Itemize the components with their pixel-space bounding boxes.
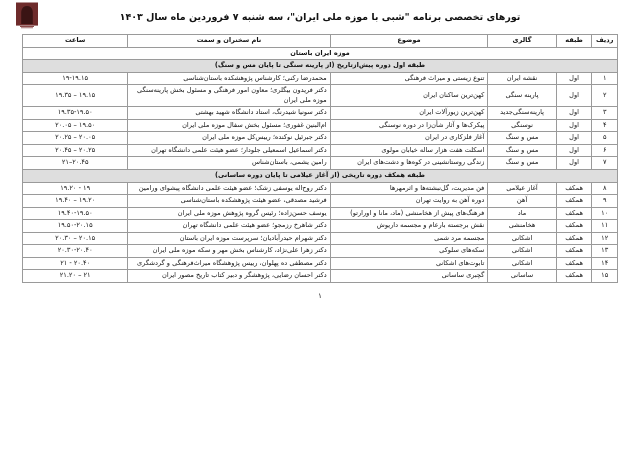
cell-subject: پیکرک‌ها و آثار شأن‌زا در دوره نوسنگی [330, 119, 488, 132]
cell-speaker: ام‌البنین غفوری؛ مسئول بخش سفال موزه ملی ایران [128, 119, 330, 132]
schedule-table [22, 34, 618, 283]
cell-row-number: ۴ [592, 119, 618, 132]
cell-speaker: یوسف حسن‌زاده؛ رئیس گروه پژوهش موزه ملی ایران [128, 207, 330, 220]
cell-gallery: مس و سنگ [488, 157, 556, 170]
column-header-speaker: نام سخنران و سمت [128, 35, 330, 48]
cell-time: ۱۹-۱۹.۱۵ [23, 72, 128, 85]
cell-floor: همکف [556, 257, 592, 270]
section-heading-row [23, 170, 618, 183]
cell-floor: همکف [556, 232, 592, 245]
cell-gallery: هخامنشی [488, 220, 556, 233]
cell-floor: همکف [556, 195, 592, 208]
page-title: تورهای تخصصی برنامه "شبی با موزه ملی ایران"، سه شنبه ۷ فروردین ماه سال ۱۴۰۳ [119, 11, 521, 23]
cell-time: ۲۱ – ۲۱.۲۰ [23, 270, 128, 283]
cell-speaker: دکتر مصطفی ده پهلوان، رییس پژوهشگاه میراث‌فرهنگی و گردشگری [128, 257, 330, 270]
cell-row-number: ۱۵ [592, 270, 618, 283]
cell-gallery: پارینه‌سنگی‌جدید [488, 107, 556, 120]
table-row [23, 119, 618, 132]
cell-subject: زندگی روستانشینی در کوه‌ها و دشت‌های ایران [330, 157, 488, 170]
table-row [23, 257, 618, 270]
cell-speaker: دکتر اسماعیل اسمعیلی جلودار؛ عضو هیئت علمی دانشگاه تهران [128, 144, 330, 157]
cell-subject: مجسمه مرد شمی [330, 232, 488, 245]
cell-subject: سکه‌های سلوکی [330, 245, 488, 258]
cell-subject: کهن‌ترین ساکنان ایران [330, 85, 488, 107]
column-header-time: ساعت [23, 35, 128, 48]
cell-subject: دوره آهن به روایت تهران [330, 195, 488, 208]
cell-gallery: مس و سنگ [488, 144, 556, 157]
cell-floor: اول [556, 144, 592, 157]
cell-speaker: دکتر احسان رضایی، پژوهشگر و دبیر کتاب تاریخ مصور ایران [128, 270, 330, 283]
cell-time: ۲۰.۴۵–۲۱ [23, 157, 128, 170]
schedule-table-body [23, 60, 618, 283]
table-row [23, 157, 618, 170]
cell-speaker: دکتر شهرام حیدرآبادیان؛ سرپرست موزه ایران باستان [128, 232, 330, 245]
cell-gallery: مس و سنگ [488, 132, 556, 145]
column-header-subject: موضوع [330, 35, 488, 48]
table-row [23, 220, 618, 233]
cell-time: ۲۰.۳۰-۲۰.۴۰ [23, 245, 128, 258]
cell-speaker: دکتر زهرا علی‌نژاد، کارشناس بخش مهر و سکه موزه ملی ایران [128, 245, 330, 258]
cell-gallery: ساسانی [488, 270, 556, 283]
cell-time: ۲۰.۰۵ – ۲۰.۲۵ [23, 132, 128, 145]
cell-gallery: ماد [488, 207, 556, 220]
table-row [23, 72, 618, 85]
cell-gallery: آغاز عیلامی [488, 182, 556, 195]
column-header-gallery: گالری [488, 35, 556, 48]
table-row [23, 144, 618, 157]
cell-time: ۲۰.۴۰ - ۲۱ [23, 257, 128, 270]
cell-gallery: نقشه ایران [488, 72, 556, 85]
cell-floor: اول [556, 157, 592, 170]
cell-speaker: دکتر روح‌اله یوسفی زشک؛ عضو هیئت علمی دانشگاه پیشوای ورامین [128, 182, 330, 195]
cell-time: ۱۹.۲۰ – ۱۹.۴۰ [23, 195, 128, 208]
table-header-row [23, 35, 618, 48]
cell-subject: تنوع زیستی و میراث فرهنگی [330, 72, 488, 85]
cell-gallery: اشکانی [488, 245, 556, 258]
cell-time: ۱۹.۵۰-۲۰.۱۵ [23, 220, 128, 233]
page-number: ۱ [318, 291, 322, 300]
cell-floor: اول [556, 107, 592, 120]
section-heading: طبقه همکف دوره تاریخی (از آغاز عیلامی تا پایان دوره ساسانی) [23, 170, 618, 183]
cell-row-number: ۷ [592, 157, 618, 170]
cell-row-number: ۶ [592, 144, 618, 157]
cell-subject: اسکلت هفت هزار ساله خیابان مولوی [330, 144, 488, 157]
cell-gallery: آهن [488, 195, 556, 208]
cell-subject: فن مدیریت، گل‌نبشته‌ها و اثرمهرها [330, 182, 488, 195]
cell-floor: همکف [556, 182, 592, 195]
cell-row-number: ۲ [592, 85, 618, 107]
table-row [23, 85, 618, 107]
cell-subject: کهن‌ترین زیورآلات ایران [330, 107, 488, 120]
cell-gallery: اشکانی [488, 257, 556, 270]
cell-row-number: ۱۱ [592, 220, 618, 233]
cell-speaker: دکتر شاهرخ رزمجو؛ عضو هیئت علمی دانشگاه تهران [128, 220, 330, 233]
column-header-row: ردیف [592, 35, 618, 48]
schedule-table-container [0, 34, 640, 300]
cell-gallery: اشکانی [488, 232, 556, 245]
page-header [0, 0, 640, 34]
cell-time: ۲۰.۲۵ – ۲۰.۴۵ [23, 144, 128, 157]
cell-row-number: ۸ [592, 182, 618, 195]
table-row [23, 182, 618, 195]
cell-speaker: محمدرضا رکنی؛ کارشناس پژوهشکده باستان‌شناسی [128, 72, 330, 85]
table-row [23, 232, 618, 245]
cell-floor: اول [556, 119, 592, 132]
table-row [23, 107, 618, 120]
museum-name: موزه ایران باستان [23, 47, 618, 60]
cell-row-number: ۱۴ [592, 257, 618, 270]
museum-banner-row [23, 47, 618, 60]
cell-subject: تابوت‌های اشکانی [330, 257, 488, 270]
cell-row-number: ۱۲ [592, 232, 618, 245]
cell-time: ۱۹.۱۵ – ۱۹.۳۵ [23, 85, 128, 107]
museum-logo-icon [12, 2, 42, 29]
table-row [23, 132, 618, 145]
cell-time: ۱۹ - ۱۹.۲۰ [23, 182, 128, 195]
table-row [23, 207, 618, 220]
table-row [23, 270, 618, 283]
cell-floor: اول [556, 72, 592, 85]
cell-row-number: ۳ [592, 107, 618, 120]
cell-floor: همکف [556, 245, 592, 258]
cell-floor: اول [556, 132, 592, 145]
cell-time: ۱۹.۴۰-۱۹.۵۰ [23, 207, 128, 220]
cell-row-number: ۹ [592, 195, 618, 208]
cell-floor: اول [556, 85, 592, 107]
cell-speaker: دکتر فریدون بیگلری؛ معاون امور فرهنگی و مسئول بخش پارینه‌سنگی موزه ملی ایران [128, 85, 330, 107]
table-row [23, 195, 618, 208]
cell-floor: همکف [556, 220, 592, 233]
cell-time: ۱۹.۳۵-۱۹.۵۰ [23, 107, 128, 120]
cell-speaker: فرشید مصدقی، عضو هیئت پژوهشکده باستان‌شناسی [128, 195, 330, 208]
cell-row-number: ۵ [592, 132, 618, 145]
table-row [23, 245, 618, 258]
cell-row-number: ۱ [592, 72, 618, 85]
cell-time: ۱۹.۵۰ – ۲۰.۰۵ [23, 119, 128, 132]
column-header-floor: طبقه [556, 35, 592, 48]
cell-floor: همکف [556, 270, 592, 283]
cell-subject: گچبری ساسانی [330, 270, 488, 283]
cell-row-number: ۱۳ [592, 245, 618, 258]
cell-subject: آغاز فلزکاری در ایران [330, 132, 488, 145]
cell-subject: فرهنگ‌های پیش از هخامنشی (ماد، مانا و اورارتو) [330, 207, 488, 220]
section-heading: طبقه اول دوره پیش‌ازتاریخ (از پارینه سنگی تا پایان مس و سنگ) [23, 60, 618, 73]
cell-gallery: پارینه سنگی [488, 85, 556, 107]
cell-time: ۲۰.۱۵ – ۲۰.۳۰ [23, 232, 128, 245]
cell-floor: همکف [556, 207, 592, 220]
cell-gallery: نوسنگی [488, 119, 556, 132]
cell-row-number: ۱۰ [592, 207, 618, 220]
cell-speaker: دکتر سونیا شیدرنگ، استاد دانشگاه شهید بهشتی [128, 107, 330, 120]
section-heading-row [23, 60, 618, 73]
cell-subject: نقش برجسته بارعام و مجسمه داریوش [330, 220, 488, 233]
cell-speaker: رامین یشمی، باستان‌شناس [128, 157, 330, 170]
cell-speaker: دکتر جبرئیل نوکنده؛ رییس‌کل موزه ملی ایران [128, 132, 330, 145]
